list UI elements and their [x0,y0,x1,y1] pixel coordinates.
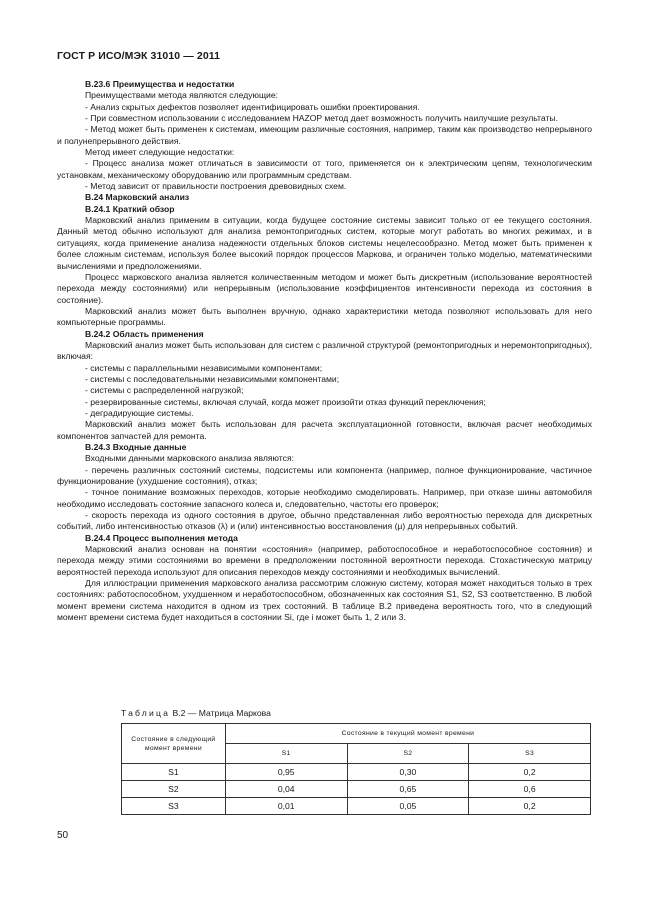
document-body [57,79,592,624]
paragraph: Марковский анализ может быть использован для систем с различной структурой (ремонтопригодных и неремонтопригодных), включая: [57,339,592,362]
table-caption [121,708,271,718]
paragraph: Преимуществами метода являются следующие: [85,90,279,101]
section-heading: В.24.3 Входные данные [85,442,187,452]
paragraph: - Анализ скрытых дефектов позволяет идентифицировать ошибки проектирования. [85,101,420,112]
paragraph: Процесс марковского анализа является количественным методом и может быть дискретным (использование вероятностей перехода между состояниями) или непрерывным (использование коэффициентов интенсивности перехода из состояния в состояние). [57,271,592,305]
table-cell: 0,05 [347,798,469,815]
paragraph: - При совместном использовании с исследованием HAZOP метод дает возможность получить наилучшие результаты. [85,113,558,124]
table-cell: 0,2 [469,764,591,781]
paragraph: Марковский анализ применим в ситуации, когда будущее состояние системы зависит только от ее текущего состояния. Данный метод обычно используют для анализа ремонтопригодных систем, которые могут работать во многих режимах, и в ситуациях, когда применение анализа надежности отдельных блоков системы нецелесообразно. Метод может быть применен к более сложным системам, используя более высокий порядок процессов Маркова, и ограничен только моделью, математическими вычислениями и предположениями. [57,215,592,271]
paragraph: Для иллюстрации применения марковского анализа рассмотрим сложную систему, которая может находиться только в трех состояниях: работоспособном, ухудшенном и неработоспособном, обозначенных как состояния S1, S2, S3 соответственно. В любой момент времени система находится в одном из трех состояний. В таблице В.2 приведена вероятность того, что в следующий момент времени система будет находиться в состоянии Si, где i может быть 1, 2 или 3. [57,578,592,623]
corner-header-cell: Состояние в следующий момент времени [122,724,226,764]
table-caption-title: В.2 — Матрица Маркова [170,708,271,718]
table-cell: 0,95 [225,764,347,781]
paragraph: - системы с распределенной нагрузкой; [85,385,244,396]
paragraph: Марковский анализ может быть использован для расчета эксплуатационной готовности, включая расчет необходимых компонентов запчастей для ремонта. [57,419,592,441]
paragraph: - скорость перехода из одного состояния в другое, обычно представленная либо вероятностью перехода для дискретных событий, либо интенсивностью отказов (λ) и (или) интенсивностью восстановления (μ) для непрерывных событий. [57,510,592,532]
row-label: S1 [122,764,226,781]
column-header: S2 [347,744,469,764]
table-cell: 0,65 [347,781,469,798]
paragraph: - системы с параллельными независимыми компонентами; [85,362,323,373]
table-cell: 0,2 [469,798,591,815]
row-label: S3 [122,798,226,815]
paragraph: Входными данными марковского анализа являются: [85,453,294,464]
paragraph: - резервированные системы, включая случай, когда может произойти отказ функций переключения; [85,396,486,407]
paragraph: - перечень различных состояний системы, подсистемы или компонента (например, полное функционирование, частичное функционирование (ухудшение состояния), отказ; [57,464,592,487]
table-cell: 0,30 [347,764,469,781]
paragraph: - Метод зависит от правильности построения древовидных схем. [85,181,347,192]
markov-matrix-table [121,723,591,815]
table-cell: 0,04 [225,781,347,798]
table-caption-prefix: Таблица [121,708,171,718]
column-header: S1 [225,744,347,764]
section-heading: В.24.2 Область применения [85,328,204,339]
paragraph: - точное понимание возможных переходов, которые необходимо смоделировать. Например, при отказе шины автомобиля необходимо исследовать состояние запасного колеса и, следовательно, частоты его проверок; [57,487,592,509]
paragraph: - Метод может быть применен к системам, имеющим различные состояния, например, таким как производство непрерывного и полунепрерывного действия. [57,124,592,146]
table-cell: 0,01 [225,798,347,815]
row-label: S2 [122,781,226,798]
group-header-cell: Состояние в текущий момент времени [225,724,590,744]
section-heading: В.23.6 Преимущества и недостатки [85,79,235,89]
table-row [122,781,591,798]
paragraph: - деградирующие системы. [85,407,194,418]
section-heading: В.24.4 Процесс выполнения метода [85,532,238,543]
table-cell: 0,6 [469,781,591,798]
table-row [122,798,591,815]
paragraph: Марковский анализ основан на понятии «состояния» (например, работоспособное и неработоспособное состояния) и перехода между этими состояниями во времени в предположении постоянной вероятности перехода. Стохастическую матрицу вероятностей перехода используют для описания переходов между состояниями и необходимых вычислений. [57,544,592,577]
page-number: 50 [57,830,69,841]
paragraph: Марковский анализ может быть выполнен вручную, однако характеристики метода позволяют использовать для него компьютерные программы. [57,305,592,328]
document-header: ГОСТ Р ИСО/МЭК 31010 — 2011 [57,50,221,62]
paragraph: Метод имеет следующие недостатки: [85,147,235,158]
paragraph: - системы с последовательными независимыми компонентами; [85,373,340,384]
section-heading: В.24 Марковский анализ [85,192,190,203]
paragraph: - Процесс анализа может отличаться в зависимости от того, применяется он к электрическим цепям, технологическим установкам, механическому оборудованию или программным средствам. [57,158,592,180]
table-row [122,764,591,781]
column-header: S3 [469,744,591,764]
section-heading: В.24.1 Краткий обзор [85,203,175,214]
